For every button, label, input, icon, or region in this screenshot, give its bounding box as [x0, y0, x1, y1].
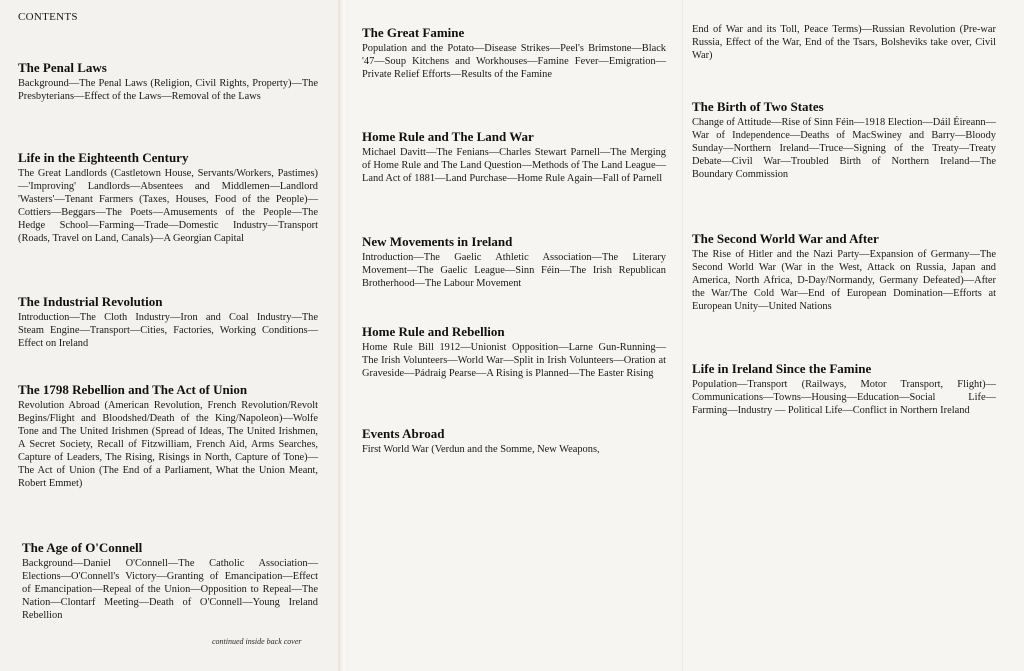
- events-abroad-continued: [692, 23, 996, 62]
- section-great-famine: [362, 25, 666, 81]
- section-title: The Great Famine: [362, 25, 465, 40]
- section-body: Revolution Abroad (American Revolution, French Revolution/Revolt Begins/Flight and Bloodshed/Death of the King/Napoleon)—Wolfe Tone and The United Irishmen (Spread of Ideas, The United Irishmen, A Secret Society, Recall of Fitzwilliam, French Aid, Arms Searches, Capture of Leaders, The Rising, Risings in North, Capture of Tone)—The Act of Union (The End of a Parliament, What the Union Meant, Robert Emmet): [18, 400, 318, 489]
- section-title: Life in Ireland Since the Famine: [692, 361, 872, 376]
- section-title: The 1798 Rebellion and The Act of Union: [18, 382, 248, 397]
- section-new-movements: [362, 234, 666, 290]
- contents-heading: CONTENTS: [18, 11, 78, 23]
- right-page: [346, 0, 1024, 671]
- section-eighteenth-century: [18, 150, 318, 245]
- section-penal-laws: [18, 60, 318, 103]
- left-page: [0, 0, 340, 671]
- section-body: Population and the Potato—Disease Strikes—Peel's Brimstone—Black '47—Soup Kitchens and Workhouses—Famine Fever—Emigration—Private Relief Efforts—Results of the Famine: [362, 43, 666, 80]
- section-title: The Birth of Two States: [692, 99, 824, 114]
- section-body: Home Rule Bill 1912—Unionist Opposition—Larne Gun-Running—The Irish Volunteers—World War—Split in Irish Volunteers—Oration at Graveside—Pádraig Pearse—A Rising is Planned—The Easter Rising: [362, 342, 666, 379]
- section-title: The Age of O'Connell: [22, 540, 143, 555]
- section-body: Introduction—The Gaelic Athletic Association—The Literary Movement—The Gaelic League—Sinn Féin—The Irish Republican Brotherhood—The Labour Movement: [362, 252, 666, 289]
- section-second-world-war: [692, 231, 996, 313]
- section-title: The Penal Laws: [18, 60, 107, 75]
- section-body: Population—Transport (Railways, Motor Transport, Flight)—Communications—Towns—Housing—Education—Social Life—Farming—Industry — Political Life—Conflict in Northern Ireland: [692, 379, 996, 416]
- section-birth-of-two-states: [692, 99, 996, 181]
- continued-note: continued inside back cover: [212, 637, 302, 646]
- section-body: Background—The Penal Laws (Religion, Civil Rights, Property)—The Presbyterians—Effect of the Laws—Removal of the Laws: [18, 78, 318, 102]
- section-body: Michael Davitt—The Fenians—Charles Stewart Parnell—The Merging of Home Rule and The Land Question—Methods of The Land League—Land Act of 1881—Land Purchase—Home Rule Again—Fall of Parnell: [362, 147, 666, 184]
- section-age-of-oconnell: [22, 540, 318, 622]
- section-title: New Movements in Ireland: [362, 234, 513, 249]
- section-title: Events Abroad: [362, 426, 445, 441]
- section-body: Background—Daniel O'Connell—The Catholic Association—Elections—O'Connell's Victory—Granting of Emancipation—Effect of Emancipation—Repeal of the Union—Opposition to Repeal—The Nation—Clontarf Meeting—Death of O'Connell—Young Ireland Rebellion: [22, 558, 318, 621]
- page-crease: [682, 0, 683, 671]
- section-title: The Industrial Revolution: [18, 294, 163, 309]
- section-body: The Great Landlords (Castletown House, Servants/Workers, Pastimes)—'Improving' Landlords—Absentees and Middlemen—Landlord 'Wasters'—Tenant Farmers (Taxes, Houses, Food of the People)—Cottiers—Beggars—The Poets—Amusements of the People—The Hedge School—Farming—Trade—Domestic Industry—Transport (Roads, Travel on Land, Canals)—A Georgian Capital: [18, 168, 318, 244]
- section-body: First World War (Verdun and the Somme, New Weapons,: [362, 444, 600, 455]
- section-body: Introduction—The Cloth Industry—Iron and Coal Industry—The Steam Engine—Transport—Cities, Factories, Working Conditions—Effect on Ireland: [18, 312, 318, 349]
- section-home-rule-rebellion: [362, 324, 666, 380]
- section-1798-rebellion: [18, 382, 318, 490]
- section-life-since-famine: [692, 361, 996, 417]
- section-events-abroad: [362, 426, 666, 456]
- section-industrial-revolution: [18, 294, 318, 350]
- section-body: Change of Attitude—Rise of Sinn Féin—1918 Election—Dáil Éireann—War of Independence—Deaths of MacSwiney and Barry—Bloody Sunday—Northern Ireland—Truce—Signing of the Treaty—Treaty Debate—Civil War—Troubled Birth of Northern Ireland—The Boundary Commission: [692, 117, 996, 180]
- section-body: End of War and its Toll, Peace Terms)—Russian Revolution (Pre-war Russia, Effect of the War, End of the Tsars, Bolsheviks take over, Civil War): [692, 24, 996, 61]
- section-title: Life in the Eighteenth Century: [18, 150, 189, 165]
- section-home-rule-land-war: [362, 129, 666, 185]
- section-title: Home Rule and Rebellion: [362, 324, 505, 339]
- section-body: The Rise of Hitler and the Nazi Party—Expansion of Germany—The Second World War (War in the West, Attack on Russia, Japan and America, North Africa, D-Day/Normandy, Germany Defeated)—After the War/The Cold War—End of European Domination—Efforts at European Unity—United Nations: [692, 249, 996, 312]
- section-title: Home Rule and The Land War: [362, 129, 534, 144]
- section-title: The Second World War and After: [692, 231, 879, 246]
